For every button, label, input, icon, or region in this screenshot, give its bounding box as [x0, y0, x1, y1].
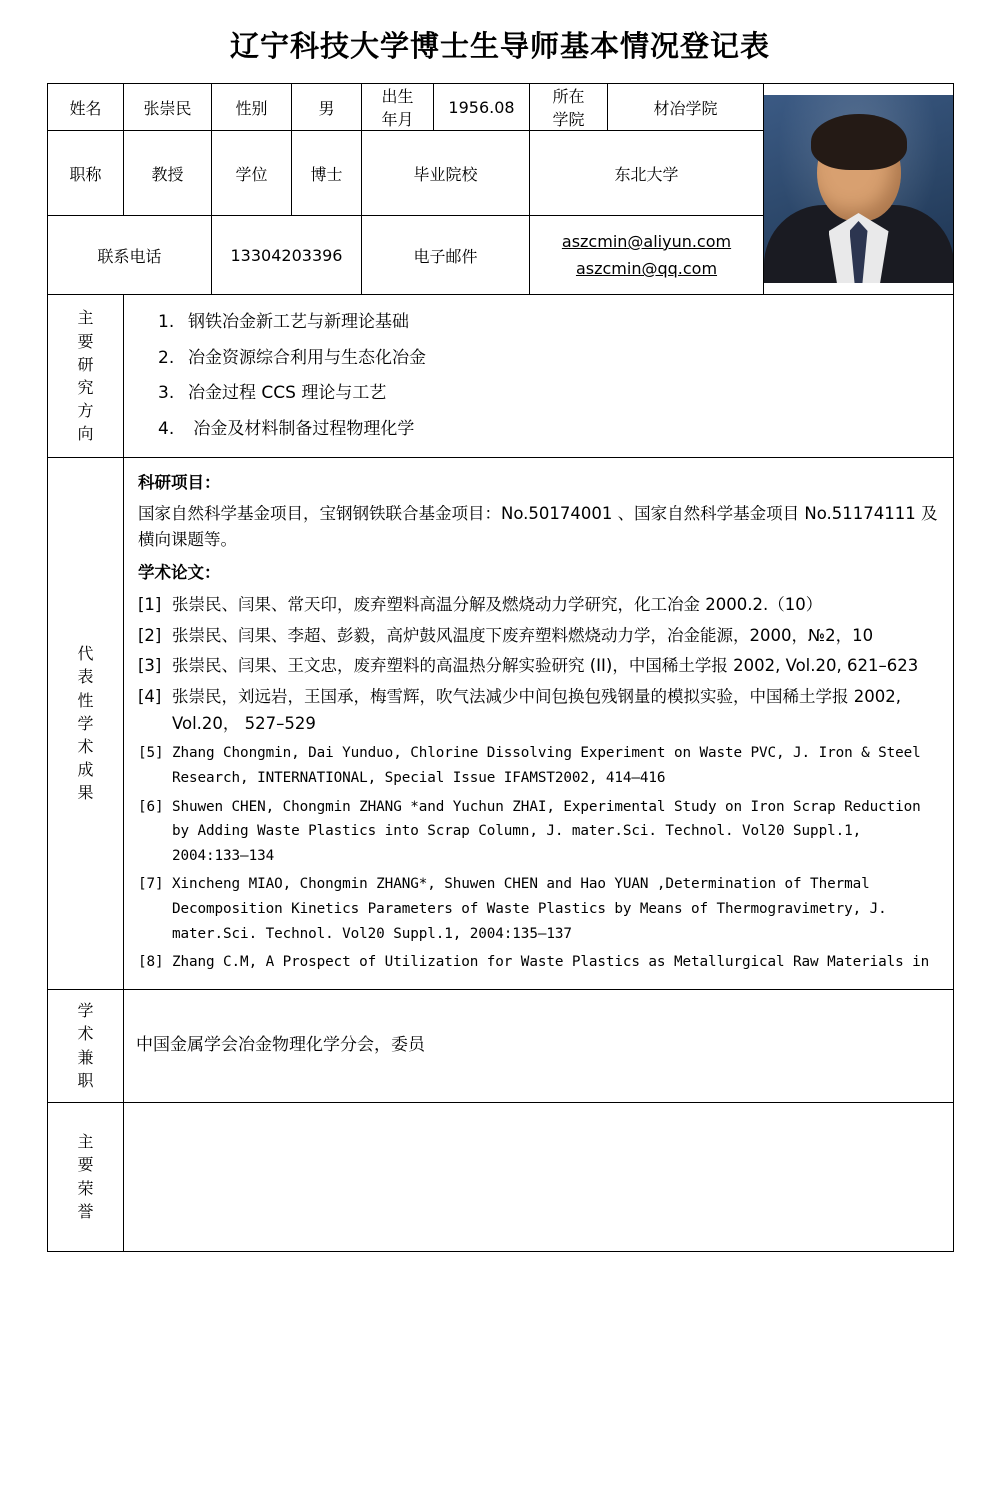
value-gender: 男: [292, 84, 362, 131]
value-school: 东北大学: [530, 131, 764, 216]
paper-mark: [5]: [138, 745, 164, 762]
paper-mark: [1]: [138, 594, 162, 614]
list-item-number: 4.: [158, 418, 175, 439]
label-char: 主: [77, 1132, 94, 1152]
profile-table: [47, 83, 954, 1252]
label-char: 要: [77, 331, 94, 351]
list-item: [124, 341, 953, 377]
table-row-parttime: [48, 989, 954, 1102]
label-college-line1: 所在: [552, 87, 585, 106]
research-directions-content: [124, 295, 954, 458]
label-birth: [362, 84, 434, 131]
label-char: 向: [77, 424, 94, 444]
table-row-honors: [48, 1102, 954, 1251]
research-list: [124, 295, 953, 457]
label-college: [530, 84, 608, 131]
table-row-achievements: [48, 458, 954, 990]
value-birth: 1956.08: [434, 84, 530, 131]
paper-mark: [8]: [138, 954, 164, 971]
email-link-2[interactable]: aszcmin@qq.com: [575, 259, 718, 278]
label-honors: [48, 1102, 124, 1251]
value-title: 教授: [124, 131, 212, 216]
paper-entry: [138, 948, 939, 977]
paper-mark: [3]: [138, 656, 162, 676]
paper-text: Zhang Chongmin, Dai Yunduo, Chlorine Dissolving Experiment on Waste PVC, J. Iron & Steel Research, INTERNATIONAL, Special Issue IFAMST2002, 414–416: [172, 745, 921, 787]
label-college-line2: 学院: [552, 110, 585, 129]
list-item-number: 2.: [158, 347, 175, 368]
paper-text: 张崇民、闫果、王文忠，废弃塑料的高温热分解实验研究 (II)，中国稀土学报 2002, Vol.20, 621–623: [172, 656, 919, 676]
honors-text: [124, 1163, 953, 1191]
list-item-label: 冶金过程 CCS 理论与工艺: [188, 383, 387, 403]
label-char: 术: [77, 736, 94, 756]
label-birth-line1: 出生: [381, 87, 414, 106]
paper-text: 张崇民、闫果、常天印，废弃塑料高温分解及燃烧动力学研究，化工冶金 2000.2.（10）: [172, 594, 823, 614]
label-char: 兼: [77, 1047, 94, 1067]
label-char: 表: [77, 667, 94, 687]
paper-text: 张崇民，刘远岩，王国承，梅雪辉，吹气法减少中间包换包残钢量的模拟实验，中国稀土学报 2002, Vol.20， 527–529: [172, 687, 901, 733]
label-birth-line2: 年月: [381, 110, 414, 129]
paper-mark: [6]: [138, 798, 164, 815]
label-parttime: [48, 989, 124, 1102]
projects-heading: 科研项目：: [138, 473, 221, 492]
label-char: 方: [77, 401, 94, 421]
paper-mark: [7]: [138, 876, 164, 893]
list-item-label: 冶金及材料制备过程物理化学: [188, 418, 415, 439]
label-char: 学: [77, 1001, 94, 1021]
list-item: [124, 412, 953, 448]
label-char: 荣: [77, 1178, 94, 1198]
label-title: 职称: [48, 131, 124, 216]
list-item-label: 钢铁冶金新工艺与新理论基础: [188, 312, 409, 332]
paper-entry: [138, 651, 939, 682]
paper-mark: [4]: [138, 687, 162, 707]
value-name: 张崇民: [124, 84, 212, 131]
list-item: [124, 305, 953, 341]
label-phone: 联系电话: [48, 216, 212, 295]
honors-content: [124, 1102, 954, 1251]
avatar-hair: [811, 114, 907, 170]
label-char: 性: [77, 690, 94, 710]
value-email: [530, 216, 764, 295]
list-item: [124, 376, 953, 412]
label-char: 学: [77, 713, 94, 733]
paper-mark: [2]: [138, 625, 162, 645]
parttime-content: [124, 989, 954, 1102]
paper-text: Shuwen CHEN, Chongmin ZHANG *and Yuchun ZHAI, Experimental Study on Iron Scrap Reduction by Adding Waste Plastics into Scrap Column, J. mater.Sci. Technol. Vol20 Suppl.1, 2004:133–134: [172, 798, 921, 864]
paper-entry: [138, 590, 939, 621]
label-char: 要: [77, 1155, 94, 1175]
value-degree: 博士: [292, 131, 362, 216]
email-link-1[interactable]: aszcmin@aliyun.com: [561, 231, 732, 251]
label-name: 姓名: [48, 84, 124, 131]
label-char: 代: [77, 644, 94, 664]
parttime-text: 中国金属学会冶金物理化学分会，委员: [136, 1035, 425, 1056]
label-char: 果: [77, 783, 94, 803]
paper-entry: [138, 870, 939, 948]
paper-entry: [138, 682, 939, 739]
table-row-basic-1: [48, 84, 954, 131]
label-char: 究: [77, 378, 94, 397]
label-char: 术: [77, 1024, 94, 1044]
paper-entry: [138, 739, 939, 792]
value-college: 材冶学院: [608, 84, 764, 131]
paper-entry: [138, 621, 939, 652]
label-gender: 性别: [212, 84, 292, 131]
label-char: 成: [77, 760, 94, 780]
label-char: 职: [77, 1070, 94, 1090]
table-row-research: [48, 295, 954, 458]
label-achievements: [48, 458, 124, 990]
label-email: 电子邮件: [362, 216, 530, 295]
paper-text: Xincheng MIAO, Chongmin ZHANG*, Shuwen CHEN and Hao YUAN ,Determination of Thermal Decomposition Kinetics Parameters of Waste Plastics by Means of Thermogravimetry, J. mater.Sci. Technol. Vol20 Suppl.1, 2004:135–137: [172, 876, 887, 942]
papers-heading: 学术论文：: [138, 563, 221, 583]
label-school: 毕业院校: [362, 131, 530, 216]
label-char: 研: [77, 354, 94, 374]
achievements-body: [124, 458, 953, 989]
label-char: 誉: [77, 1201, 94, 1221]
avatar: [764, 95, 953, 283]
projects-text: 国家自然科学基金项目，宝钢钢铁联合基金项目：No.50174001 、国家自然科学基金项目 No.51174111 及横向课题等。: [138, 503, 938, 550]
label-degree: 学位: [212, 131, 292, 216]
label-char: 主: [77, 308, 94, 328]
achievements-content: [124, 458, 954, 990]
paper-text: 张崇民、闫果、李超、彭毅，高炉鼓风温度下废弃塑料燃烧动力学，冶金能源，2000，№2，10: [172, 625, 874, 645]
page-title: 辽宁科技大学博士生导师基本情况登记表: [229, 29, 770, 63]
list-item-label: 冶金资源综合利用与生态化冶金: [188, 347, 426, 368]
value-phone: 13304203396: [212, 216, 362, 295]
photo-cell: [764, 84, 954, 295]
paper-entry: [138, 793, 939, 871]
label-research-directions: [48, 295, 124, 458]
paper-text: Zhang C.M, A Prospect of Utilization for Waste Plastics as Metallurgical Raw Materials in: [172, 954, 930, 971]
list-item-number: 1.: [158, 312, 175, 332]
list-item-number: 3.: [158, 383, 175, 403]
